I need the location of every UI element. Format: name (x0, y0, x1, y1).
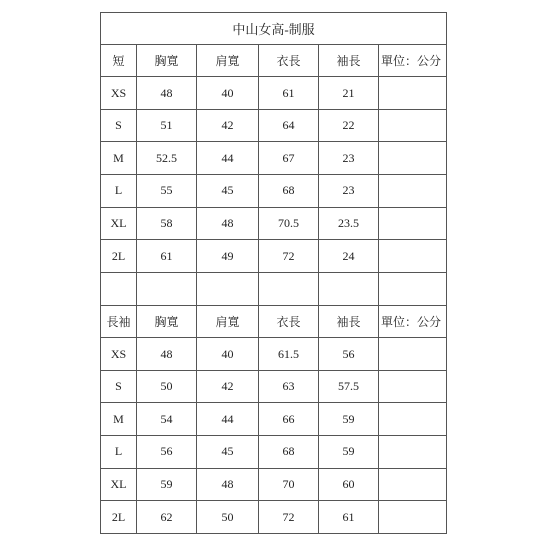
column-header: 長袖 (101, 305, 137, 338)
size-cell: L (101, 436, 137, 469)
measurement-cell: 66 (259, 403, 319, 436)
empty-cell (197, 272, 259, 305)
measurement-cell: 44 (197, 142, 259, 175)
measurement-cell: 44 (197, 403, 259, 436)
long-sleeve-table-row (101, 501, 447, 534)
long-sleeve-header-row (101, 305, 447, 338)
empty-cell (101, 272, 137, 305)
measurement-cell: 42 (197, 370, 259, 403)
size-cell: 2L (101, 501, 137, 534)
column-header: 胸寬 (137, 44, 197, 77)
measurement-cell: 54 (137, 403, 197, 436)
short-sleeve-table-row (101, 77, 447, 110)
column-header: 肩寬 (197, 44, 259, 77)
measurement-cell: 60 (319, 468, 379, 501)
measurement-cell: 72 (259, 501, 319, 534)
size-cell: M (101, 142, 137, 175)
measurement-cell: 62 (137, 501, 197, 534)
column-header: 衣長 (259, 44, 319, 77)
measurement-cell: 70 (259, 468, 319, 501)
short-sleeve-table-row (101, 240, 447, 273)
unit-label: 單位：公分 (379, 44, 447, 77)
measurement-cell: 49 (197, 240, 259, 273)
measurement-cell: 40 (197, 77, 259, 110)
spacer-row (101, 272, 447, 305)
measurement-cell: 50 (197, 501, 259, 534)
empty-cell (379, 109, 447, 142)
size-cell: XS (101, 77, 137, 110)
empty-cell (379, 272, 447, 305)
measurement-cell: 42 (197, 109, 259, 142)
size-cell: XS (101, 338, 137, 371)
empty-cell (379, 501, 447, 534)
measurement-cell: 48 (137, 77, 197, 110)
measurement-cell: 68 (259, 175, 319, 208)
unit-label: 單位：公分 (379, 305, 447, 338)
measurement-cell: 52.5 (137, 142, 197, 175)
measurement-cell: 23.5 (319, 207, 379, 240)
short-sleeve-table-row (101, 109, 447, 142)
measurement-cell: 24 (319, 240, 379, 273)
size-cell: M (101, 403, 137, 436)
measurement-cell: 21 (319, 77, 379, 110)
empty-cell (379, 207, 447, 240)
column-header: 肩寬 (197, 305, 259, 338)
measurement-cell: 59 (319, 436, 379, 469)
empty-cell (379, 370, 447, 403)
measurement-cell: 48 (197, 207, 259, 240)
measurement-cell: 59 (319, 403, 379, 436)
measurement-cell: 55 (137, 175, 197, 208)
table-title: 中山女高-制服 (101, 13, 447, 45)
measurement-cell: 61 (137, 240, 197, 273)
long-sleeve-table-row (101, 468, 447, 501)
measurement-cell: 48 (197, 468, 259, 501)
measurement-cell: 61 (319, 501, 379, 534)
empty-cell (379, 338, 447, 371)
empty-cell (379, 240, 447, 273)
empty-cell (319, 272, 379, 305)
long-sleeve-table-row (101, 370, 447, 403)
measurement-cell: 63 (259, 370, 319, 403)
empty-cell (259, 272, 319, 305)
measurement-cell: 45 (197, 175, 259, 208)
short-sleeve-table-row (101, 175, 447, 208)
measurement-cell: 45 (197, 436, 259, 469)
size-cell: S (101, 370, 137, 403)
measurement-cell: 68 (259, 436, 319, 469)
column-header: 衣長 (259, 305, 319, 338)
short-sleeve-table-row (101, 207, 447, 240)
size-cell: 2L (101, 240, 137, 273)
measurement-cell: 23 (319, 175, 379, 208)
measurement-cell: 61 (259, 77, 319, 110)
measurement-cell: 57.5 (319, 370, 379, 403)
measurement-cell: 56 (137, 436, 197, 469)
size-chart-body (101, 13, 447, 534)
size-cell: L (101, 175, 137, 208)
measurement-cell: 23 (319, 142, 379, 175)
long-sleeve-table-row (101, 338, 447, 371)
measurement-cell: 59 (137, 468, 197, 501)
measurement-cell: 51 (137, 109, 197, 142)
empty-cell (379, 77, 447, 110)
size-chart-table (100, 12, 447, 534)
measurement-cell: 67 (259, 142, 319, 175)
size-cell: XL (101, 207, 137, 240)
measurement-cell: 48 (137, 338, 197, 371)
measurement-cell: 72 (259, 240, 319, 273)
measurement-cell: 70.5 (259, 207, 319, 240)
column-header: 胸寬 (137, 305, 197, 338)
column-header: 短 (101, 44, 137, 77)
empty-cell (379, 468, 447, 501)
size-cell: XL (101, 468, 137, 501)
short-sleeve-table-row (101, 142, 447, 175)
empty-cell (379, 403, 447, 436)
long-sleeve-table-row (101, 436, 447, 469)
column-header: 袖長 (319, 305, 379, 338)
measurement-cell: 22 (319, 109, 379, 142)
measurement-cell: 58 (137, 207, 197, 240)
measurement-cell: 56 (319, 338, 379, 371)
title-row (101, 13, 447, 45)
empty-cell (379, 142, 447, 175)
measurement-cell: 61.5 (259, 338, 319, 371)
short-sleeve-header-row (101, 44, 447, 77)
empty-cell (137, 272, 197, 305)
empty-cell (379, 175, 447, 208)
measurement-cell: 64 (259, 109, 319, 142)
measurement-cell: 40 (197, 338, 259, 371)
empty-cell (379, 436, 447, 469)
measurement-cell: 50 (137, 370, 197, 403)
long-sleeve-table-row (101, 403, 447, 436)
size-cell: S (101, 109, 137, 142)
column-header: 袖長 (319, 44, 379, 77)
